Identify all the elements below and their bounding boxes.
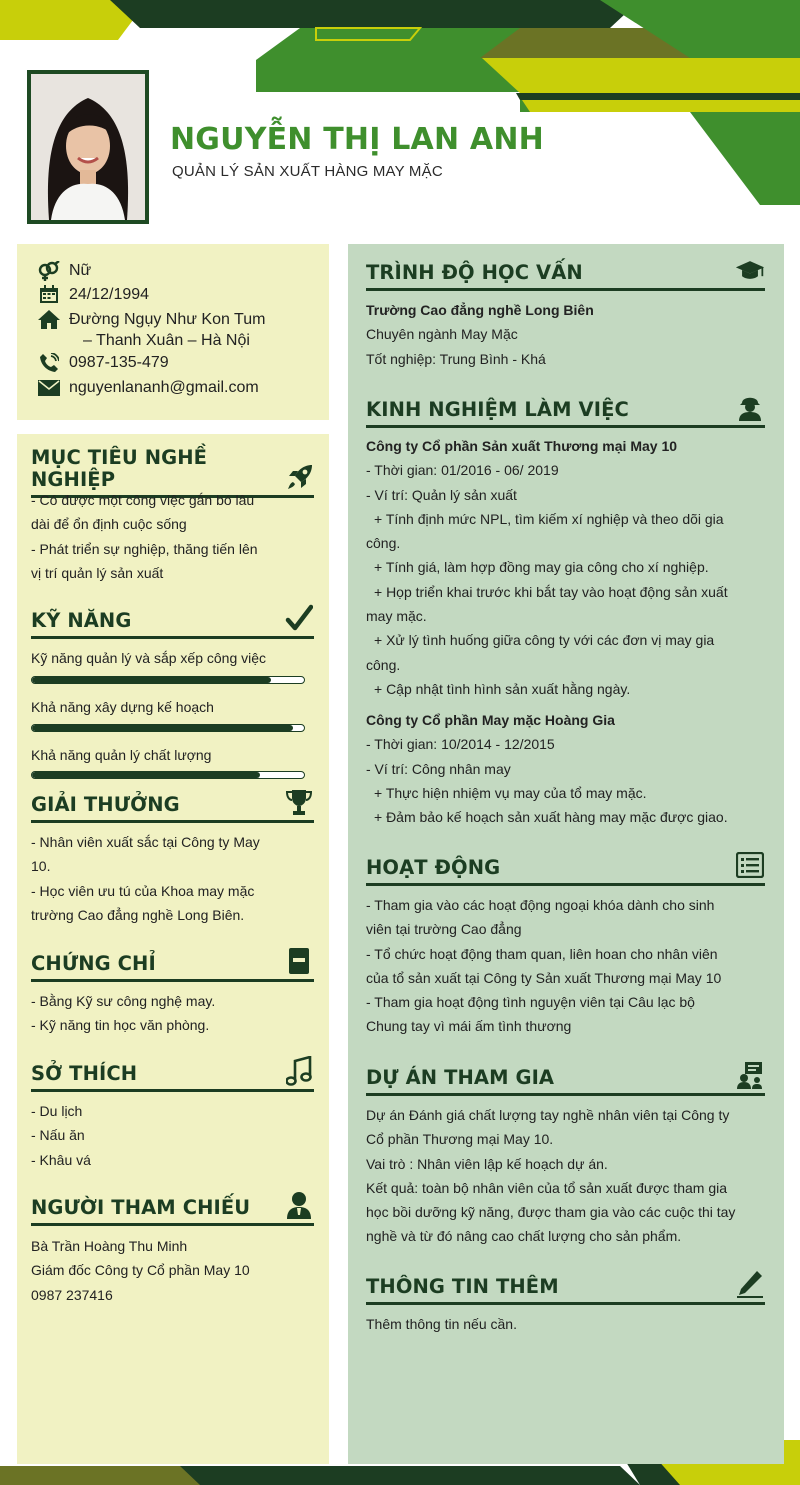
contact-email — [36, 377, 299, 398]
contact-address — [36, 309, 299, 351]
gender-text: Nữ — [69, 262, 92, 279]
certificates-section-header — [31, 947, 314, 982]
hobbies-text: - Du lịch - Nấu ăn - Khâu vá — [31, 1103, 91, 1168]
presentation-icon — [735, 1061, 765, 1089]
activities-title: HOẠT ĐỘNG — [366, 856, 501, 879]
more-info-text: Thêm thông tin nếu cần. — [366, 1316, 517, 1332]
job-2-company: Công ty Cổ phần May mặc Hoàng Gia — [366, 712, 615, 728]
activities-section-header — [366, 851, 765, 886]
calendar-icon — [36, 284, 62, 305]
more-info-section-header — [366, 1270, 765, 1305]
contact-phone — [36, 352, 299, 373]
experience-job-1: Công ty Cổ phần Sản xuất Thương mại May 10 - Thời gian: 01/2016 - 06/ 2019 - Ví trí: Quản lý sản xuất + Tính định mức NPL, tìm kiếm xí nghiệp và theo dõi gia công. + Tính giá, làm hợp đồng may gia công cho xí nghiệp. + Họp triển khai trước khi bắt tay vào hoạt động sản xuất may mặc. + Xử lý tình huống giữa công ty với các đơn vị may gia công. + Cập nhật tình hình sản xuất hằng ngày. — [366, 434, 766, 701]
checkmark-icon — [284, 604, 314, 632]
profile-photo — [27, 70, 149, 224]
contact-gender — [36, 260, 299, 281]
contact-dob — [36, 284, 299, 305]
education-school: Trường Cao đẳng nghề Long Biên — [366, 302, 594, 318]
skill-label-3: Khả năng quản lý chất lượng — [31, 747, 212, 763]
projects-section-header — [366, 1061, 765, 1096]
objective-title: MỤC TIÊU NGHỀ NGHIỆP — [31, 446, 208, 491]
certificates-title: CHỨNG CHỈ — [31, 952, 156, 975]
education-text: Trường Cao đẳng nghề Long Biên Chuyên ngành May Mặc Tốt nghiệp: Trung Bình - Khá — [366, 298, 766, 371]
trophy-icon — [284, 788, 314, 816]
references-title: NGƯỜI THAM CHIẾU — [31, 1196, 251, 1219]
rocket-icon — [285, 463, 314, 491]
awards-title: GIẢI THƯỞNG — [31, 793, 180, 816]
phone-icon — [36, 352, 62, 373]
checklist-icon — [735, 851, 765, 879]
gender-icon — [36, 260, 62, 281]
objective-text: - Có được một công việc gắn bó lâu dài để ổn định cuộc sống - Phát triển sự nghiệp, thăng tiến lên vị trí quản lý sản xuất — [31, 492, 258, 581]
certificate-icon — [284, 947, 314, 975]
activities-text: - Tham gia vào các hoạt động ngoại khóa dành cho sinh viên tại trường Cao đẳng - Tổ chức hoạt động tham quan, liên hoan cho nhân viên của tổ sản xuất tại Công ty Sản xuất Thương mại May 10 - Tham gia hoạt động tình nguyện viên tại Câu lạc bộ Chung tay vì mái ấm tình thương — [366, 897, 722, 1035]
email-text: nguyenlananh@gmail.com — [69, 379, 259, 396]
home-icon — [36, 309, 62, 330]
skill-bar-2 — [31, 724, 305, 732]
awards-section-header — [31, 788, 314, 823]
skill-bar-1 — [31, 676, 305, 684]
skills-section-header — [31, 604, 314, 639]
candidate-name: NGUYỄN THỊ LAN ANH — [170, 122, 544, 157]
education-section-header — [366, 256, 765, 291]
hobbies-section-header — [31, 1057, 314, 1092]
hobbies-title: SỞ THÍCH — [31, 1062, 138, 1085]
graduation-cap-icon — [735, 256, 765, 284]
education-title: TRÌNH ĐỘ HỌC VẤN — [366, 261, 583, 284]
projects-text: Dự án Đánh giá chất lượng tay nghề nhân viên tại Công ty Cổ phần Thương mại May 10. Vai trò : Nhân viên lập kế hoạch dự án. Kết quả: toàn bộ nhân viên của tổ sản xuất được tham gia học bồi dưỡng kỹ năng, được tham gia vào các cuộc thi tay nghề và từ đó nâng cao chất lượng cho sản phẩm. — [366, 1107, 736, 1245]
skill-label-2: Khả năng xây dựng kế hoạch — [31, 699, 214, 715]
certificates-text: - Bằng Kỹ sư công nghệ may. - Kỹ năng tin học văn phòng. — [31, 993, 216, 1034]
person-icon — [284, 1191, 314, 1219]
experience-job-2: Công ty Cổ phần May mặc Hoàng Gia - Thời gian: 10/2014 - 12/2015 - Ví trí: Công nhân may + Thực hiện nhiệm vụ may của tổ may mặc. + Đảm bảo kế hoạch sản xuất hàng may mặc được giao. — [366, 708, 766, 829]
job-1-company: Công ty Cổ phần Sản xuất Thương mại May 10 — [366, 438, 678, 454]
dob-text: 24/12/1994 — [69, 286, 150, 303]
phone-text: 0987-135-479 — [69, 354, 169, 371]
candidate-job-title: QUẢN LÝ SẢN XUẤT HÀNG MAY MẶC — [172, 163, 443, 180]
experience-title: KINH NGHIỆM LÀM VIỆC — [366, 398, 629, 421]
references-section-header — [31, 1191, 314, 1226]
address-line-1: Đường Ngụy Như Kon Tum — [69, 311, 266, 328]
references-text: Bà Trần Hoàng Thu Minh Giám đốc Công ty Cổ phần May 10 0987 237416 — [31, 1238, 250, 1303]
more-info-title: THÔNG TIN THÊM — [366, 1275, 559, 1298]
address-line-2: – Thanh Xuân – Hà Nội — [83, 332, 250, 349]
music-note-icon — [284, 1057, 314, 1085]
projects-title: DỰ ÁN THAM GIA — [366, 1066, 555, 1089]
envelope-icon — [36, 377, 62, 398]
experience-section-header — [366, 393, 765, 428]
skill-bar-3 — [31, 771, 305, 779]
pen-icon — [735, 1270, 765, 1298]
awards-text: - Nhân viên xuất sắc tại Công ty May 10. - Học viên ưu tú của Khoa may mặc trường Cao đẳng nghề Long Biên. — [31, 834, 260, 923]
skill-label-1: Kỹ năng quản lý và sắp xếp công việc — [31, 650, 267, 666]
worker-icon — [735, 393, 765, 421]
skills-title: KỸ NĂNG — [31, 609, 132, 632]
